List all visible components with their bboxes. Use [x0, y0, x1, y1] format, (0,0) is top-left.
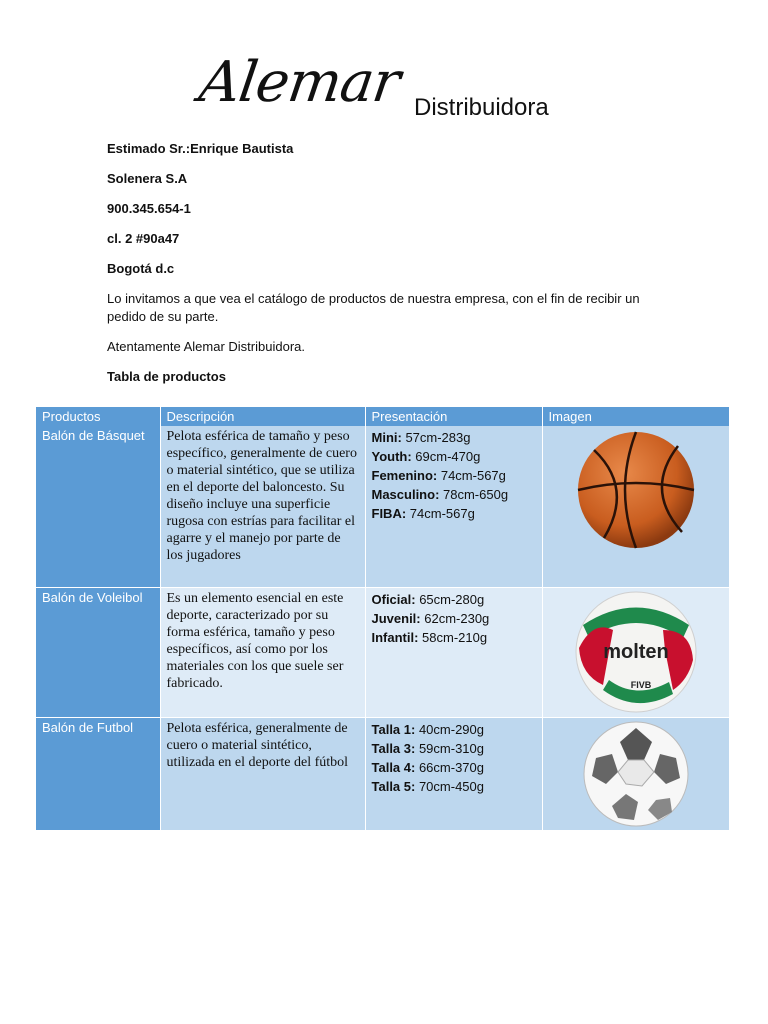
table-title: Tabla de productos — [107, 369, 226, 384]
product-image-cell — [542, 717, 729, 830]
header-image: Imagen — [542, 407, 729, 426]
table-row — [36, 426, 729, 587]
table-row — [36, 717, 729, 830]
product-image-cell — [542, 587, 729, 717]
product-description: Pelota esférica, generalmente de cuero o material sintético, utilizada en el deporte del fútbol — [160, 717, 365, 830]
recipient-nit: 900.345.654-1 — [107, 201, 191, 216]
product-name: Balón de Básquet — [36, 426, 160, 587]
presentation-line: Talla 3: 59cm-310g — [371, 740, 484, 756]
presentation-line: Mini: 57cm-283g — [371, 430, 471, 445]
table-row — [36, 587, 729, 717]
product-description: Pelota esférica de tamaño y peso específico, generalmente de cuero o material sintético, que se utiliza en el deporte del baloncesto. Su diseño incluye una superficie rugosa con estrías para facilitar el agarre y el manejo por parte de los jugadores — [160, 426, 365, 587]
greeting: Estimado Sr.:Enrique Bautista — [107, 141, 294, 156]
presentation-line: Masculino: 78cm-650g — [371, 487, 509, 502]
header-products: Productos — [36, 407, 160, 426]
recipient-company: Solenera S.A — [107, 171, 188, 186]
product-presentation — [365, 717, 542, 830]
soccer-ball-icon — [582, 720, 690, 828]
company-subtitle: Distribuidora — [414, 94, 549, 121]
presentation-line: Talla 1: 40cm-290g — [371, 721, 484, 737]
company-logo: Alemar — [195, 50, 404, 115]
letter-paragraph: Lo invitamos a que vea el catálogo de productos de nuestra empresa, con el fin de recibir un pedido de su parte. — [107, 291, 640, 324]
letter-body — [107, 140, 667, 398]
presentation-line: Juvenil: 62cm-230g — [371, 610, 490, 626]
product-name: Balón de Futbol — [36, 717, 160, 830]
presentation-line: Infantil: 58cm-210g — [371, 629, 488, 645]
product-name: Balón de Voleibol — [36, 587, 160, 717]
volleyball-icon — [573, 590, 699, 714]
presentation-line: Talla 4: 66cm-370g — [371, 759, 484, 775]
recipient-city: Bogotá d.c — [107, 261, 175, 276]
product-presentation — [365, 587, 542, 717]
products-table — [36, 407, 730, 831]
basketball-icon — [574, 428, 698, 552]
presentation-line: FIBA: 74cm-567g — [371, 506, 475, 521]
product-image-cell — [542, 426, 729, 587]
brand-logo: molten — [602, 640, 669, 663]
table-header-row — [36, 407, 729, 426]
presentation-line: Youth: 69cm-470g — [371, 449, 481, 464]
header-description: Descripción — [160, 407, 365, 426]
product-presentation — [365, 426, 542, 587]
letterhead — [195, 50, 600, 130]
header-presentation: Presentación — [365, 407, 542, 426]
letter-closing: Atentamente Alemar Distribuidora. — [107, 339, 305, 354]
brand-badge: FIVB — [630, 679, 651, 690]
presentation-line: Femenino: 74cm-567g — [371, 468, 506, 483]
recipient-address: cl. 2 #90a47 — [107, 231, 180, 246]
presentation-line: Oficial: 65cm-280g — [371, 591, 485, 607]
presentation-line: Talla 5: 70cm-450g — [371, 778, 484, 794]
product-description: Es un elemento esencial en este deporte, caracterizado por su forma esférica, tamaño y peso específicos, así como por los materiales con los que suele ser fabricado. — [160, 587, 365, 717]
